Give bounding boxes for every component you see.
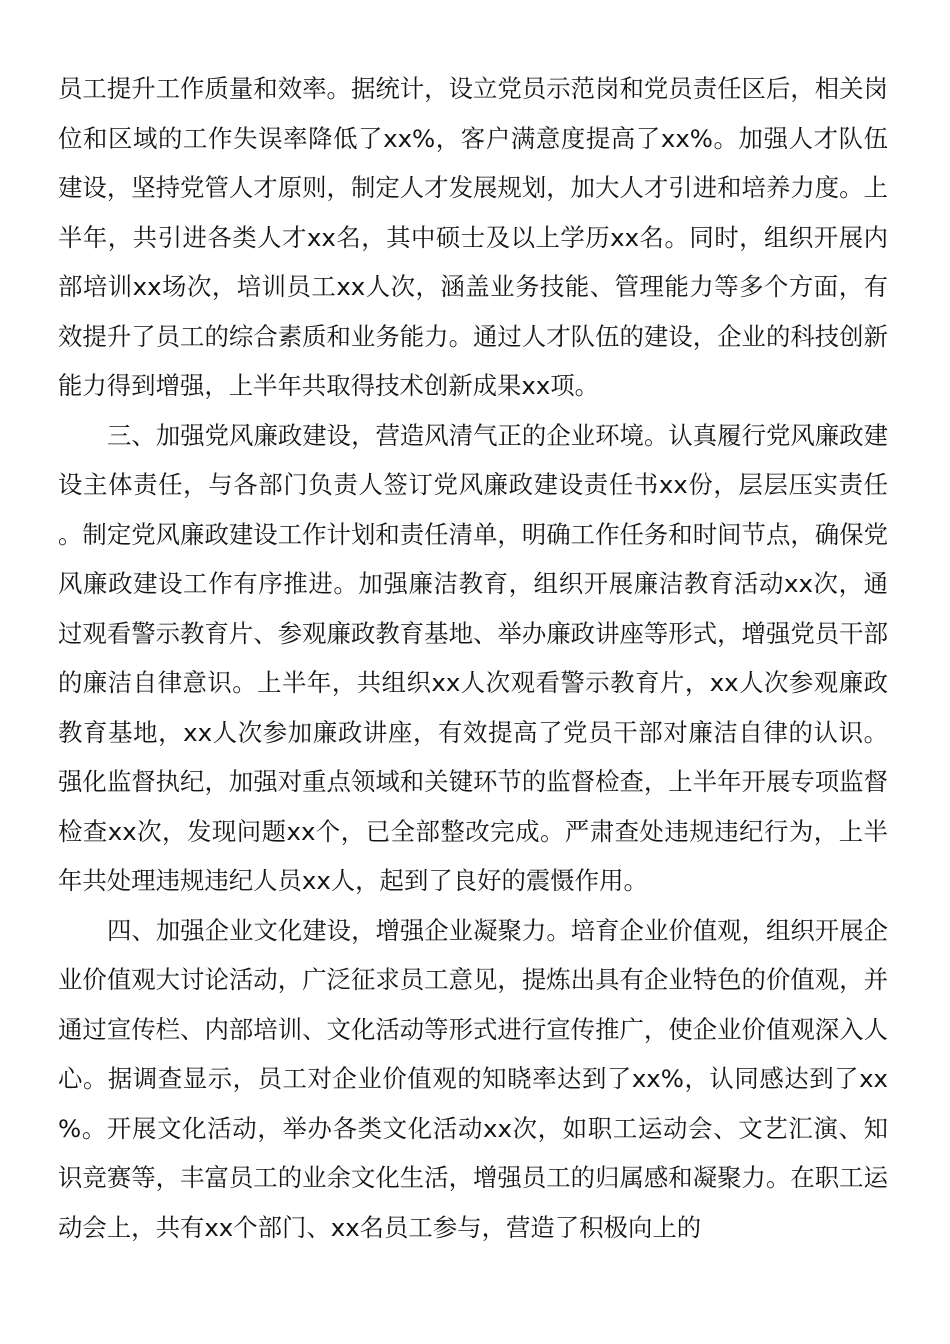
- paragraph-culture-building: 四、加强企业文化建设，增强企业凝聚力。培育企业价值观，组织开展企业价值观大讨论活动，广泛征求员工意见，提炼出具有企业特色的价值观，并通过宣传栏、内部培训、文化活动等形式进行宣传推广，使企业价值观深入人心。据调查显示，员工对企业价值观的知晓率达到了xx%，认同感达到了xx%。开展文化活动，举办各类文化活动xx次，如职工运动会、文艺汇演、知识竞赛等，丰富员工的业余文化生活，增强员工的归属感和凝聚力。在职工运动会上，共有xx个部门、xx名员工参与，营造了积极向上的: [58, 915, 888, 1242]
- paragraph-integrity-building: 三、加强党风廉政建设，营造风清气正的企业环境。认真履行党风廉政建设主体责任，与各部门负责人签订党风廉政建设责任书xx份，层层压实责任。制定党风廉政建设工作计划和责任清单，明确工作任务和时间节点，确保党风廉政建设工作有序推进。加强廉洁教育，组织开展廉洁教育活动xx次，通过观看警示教育片、参观廉政教育基地、举办廉政讲座等形式，增强党员干部的廉洁自律意识。上半年，共组织xx人次观看警示教育片，xx人次参观廉政教育基地，xx人次参加廉政讲座，有效提高了党员干部对廉洁自律的认识。强化监督执纪，加强对重点领域和关键环节的监督检查，上半年开展专项监督检查xx次，发现问题xx个，已全部整改完成。严肃查处违规违纪行为，上半年共处理违规违纪人员xx人，起到了良好的震慑作用。: [58, 420, 888, 895]
- document-body: [58, 64, 888, 1252]
- paragraph-talent-building: 员工提升工作质量和效率。据统计，设立党员示范岗和党员责任区后，相关岗位和区域的工作失误率降低了xx%，客户满意度提高了xx%。加强人才队伍建设，坚持党管人才原则，制定人才发展规划，加大人才引进和培养力度。上半年，共引进各类人才xx名，其中硕士及以上学历xx名。同时，组织开展内部培训xx场次，培训员工xx人次，涵盖业务技能、管理能力等多个方面，有效提升了员工的综合素质和业务能力。通过人才队伍的建设，企业的科技创新能力得到增强，上半年共取得技术创新成果xx项。: [58, 74, 888, 400]
